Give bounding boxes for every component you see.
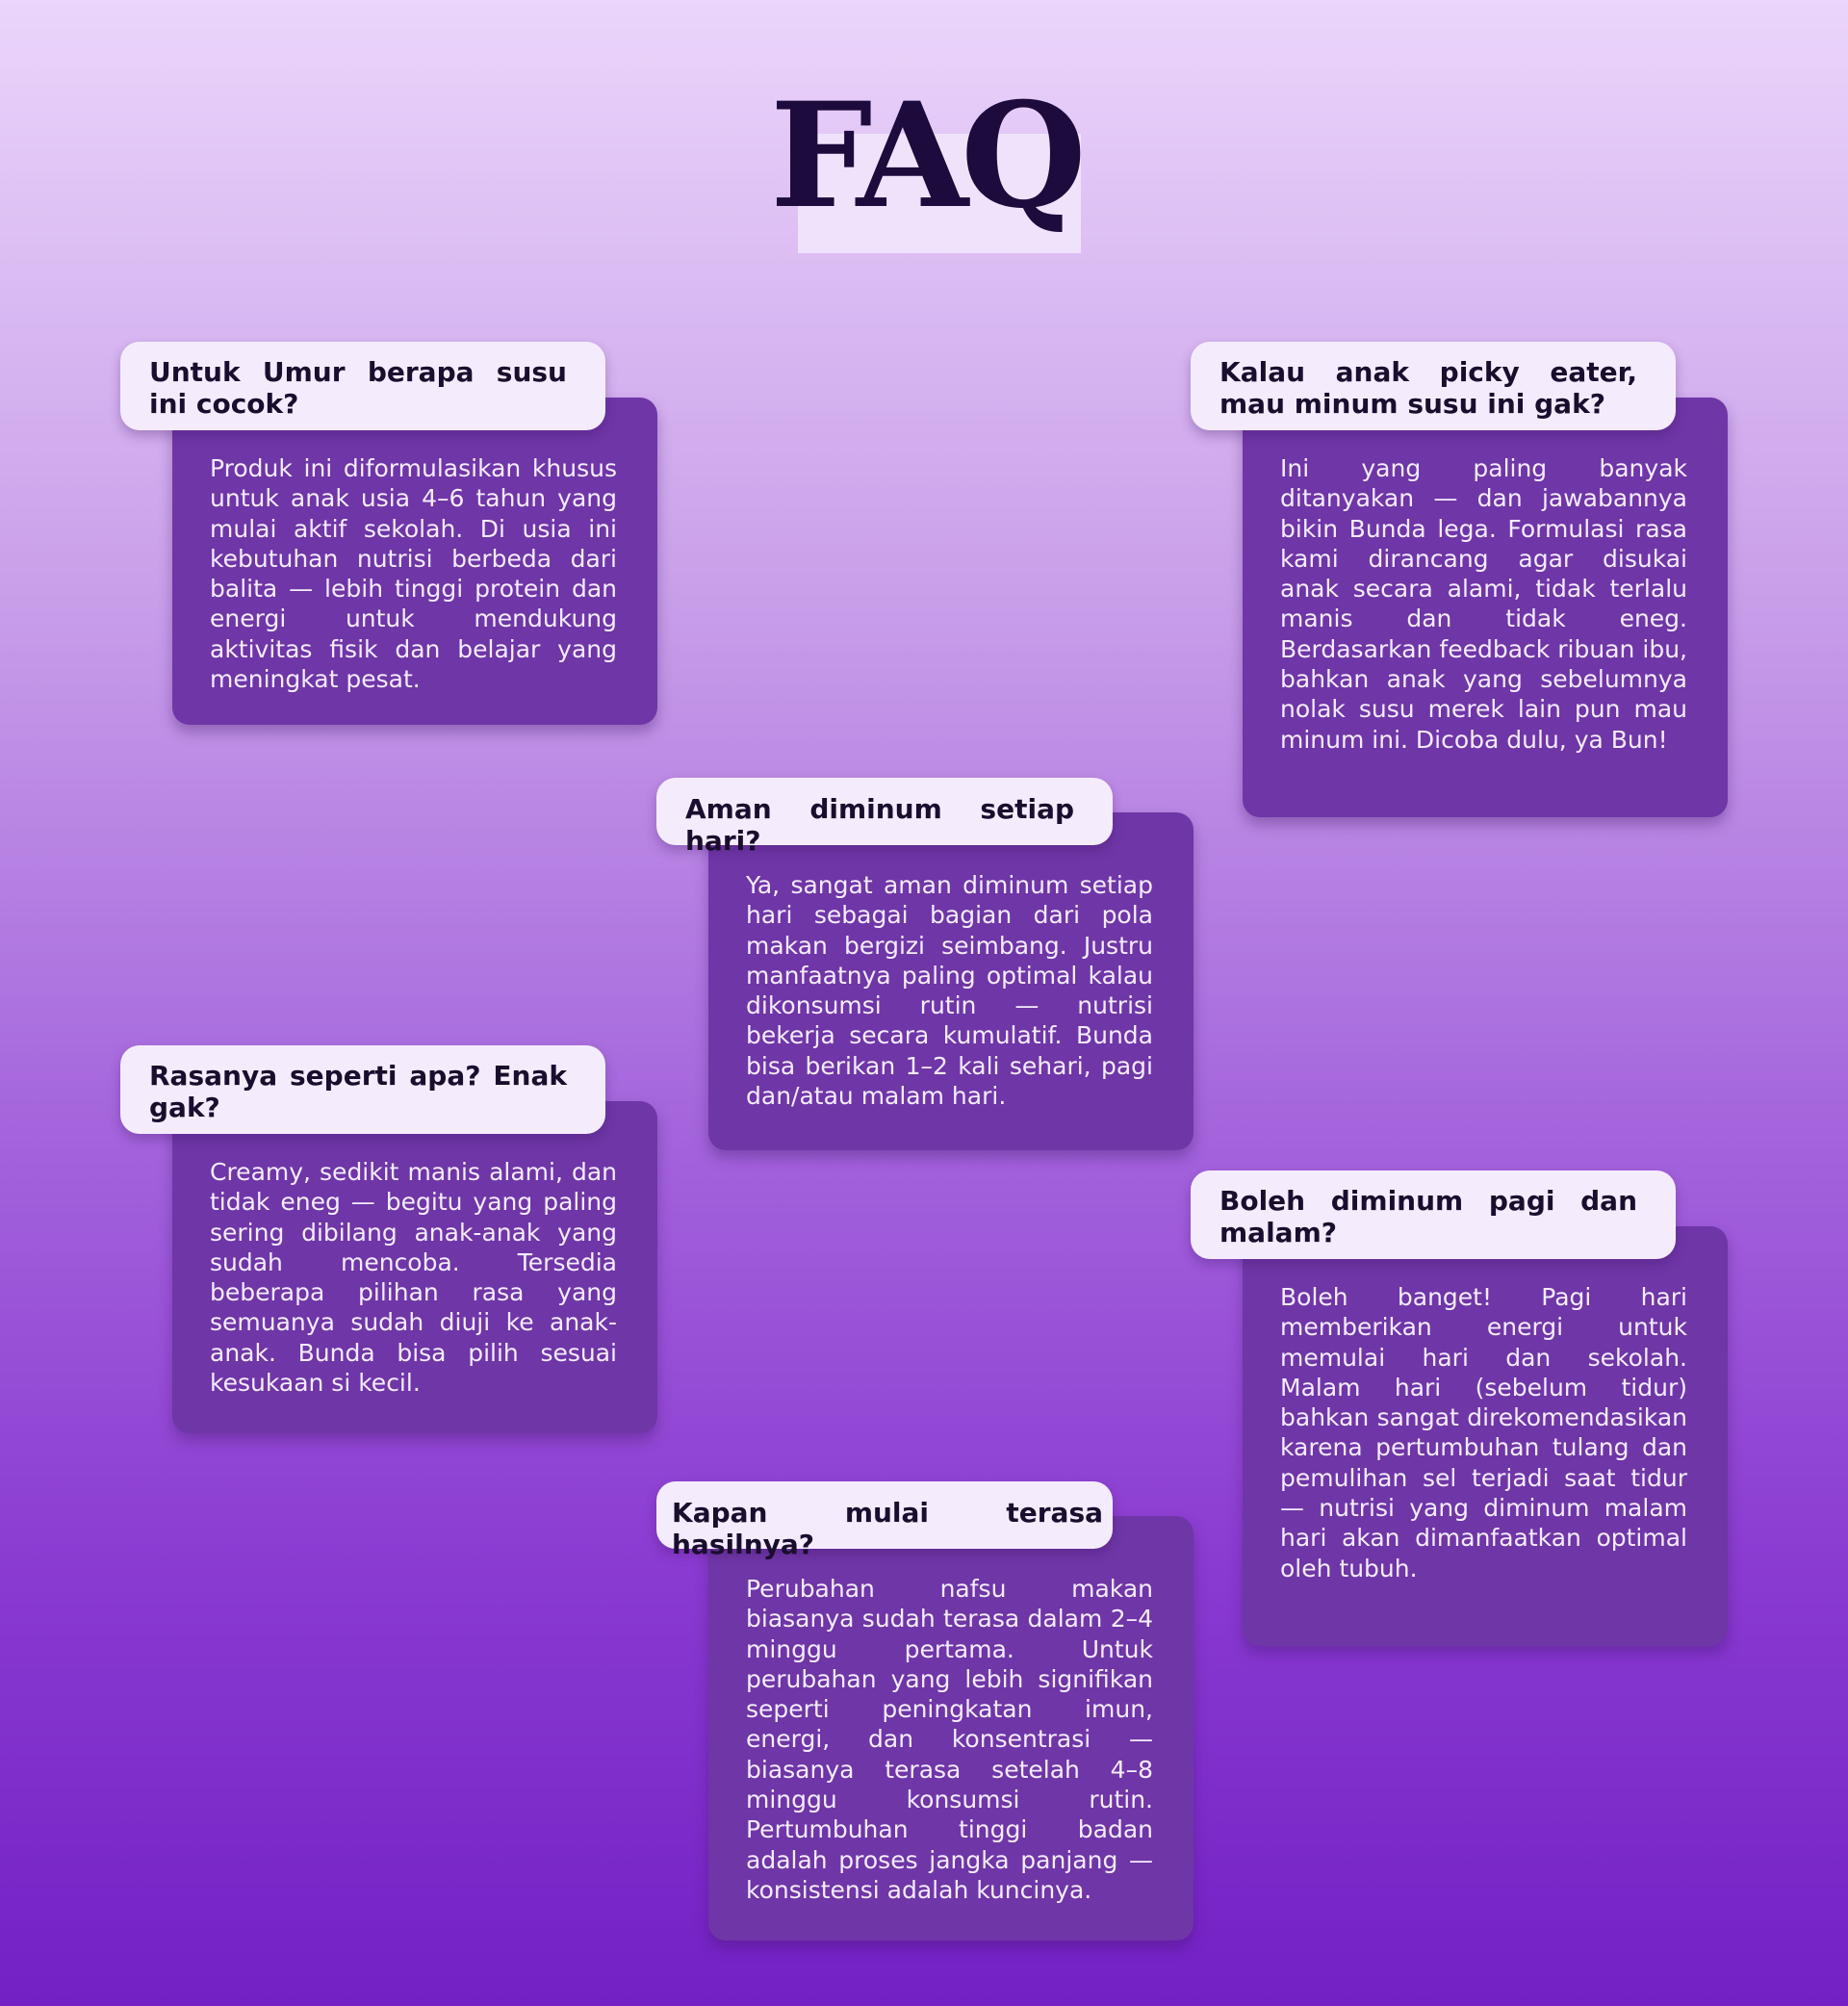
faq-answer: Ya, sangat aman diminum setiap hari sebagai bagian dari pola makan bergizi seimbang. Justru manfaatnya paling optimal kalau dikonsumsi rutin — nutrisi bekerja secara kumulatif. Bunda bisa berikan 1–2 kali sehari, pagi dan/atau malam hari. — [708, 812, 1194, 1150]
faq-question: Aman diminum setiap hari? — [656, 778, 1113, 845]
faq-question: Kapan mulai terasa hasilnya? — [656, 1481, 1113, 1549]
faq-answer: Produk ini diformulasikan khusus untuk anak usia 4–6 tahun yang mulai aktif sekolah. Di usia ini kebutuhan nutrisi berbeda dari balita — lebih tinggi protein dan energi untuk mendukung aktivitas fisik dan belajar yang meningkat pesat. — [172, 398, 657, 725]
page-title: FAQ — [770, 71, 1079, 241]
faq-answer: Boleh banget! Pagi hari memberikan energi untuk memulai hari dan sekolah. Malam hari (sebelum tidur) bahkan sangat direkomendasikan karena pertumbuhan tulang dan pemulihan sel terjadi saat tidur — nutrisi yang diminum malam hari akan dimanfaatkan optimal oleh tubuh. — [1243, 1226, 1728, 1646]
faq-question: Untuk Umur berapa susu ini cocok? — [120, 342, 605, 430]
faq-question: Boleh diminum pagi dan malam? — [1191, 1170, 1676, 1259]
faq-question: Kalau anak picky eater, mau minum susu ini gak? — [1191, 342, 1676, 430]
faq-answer: Creamy, sedikit manis alami, dan tidak eneg — begitu yang paling sering dibilang anak-anak yang sudah mencoba. Tersedia beberapa pilihan rasa yang semuanya sudah diuji ke anak-anak. Bunda bisa pilih sesuai kesukaan si kecil. — [172, 1101, 657, 1433]
faq-title-block — [770, 71, 1079, 260]
faq-answer: Ini yang paling banyak ditanyakan — dan jawabannya bikin Bunda lega. Formulasi rasa kami dirancang agar disukai anak secara alami, tidak terlalu manis dan tidak eneg. Berdasarkan feedback ribuan ibu, bahkan anak yang sebelumnya nolak susu merek lain pun mau minum ini. Dicoba dulu, ya Bun! — [1243, 398, 1728, 817]
faq-question: Rasanya seperti apa? Enak gak? — [120, 1045, 605, 1134]
faq-answer: Perubahan nafsu makan biasanya sudah terasa dalam 2–4 minggu pertama. Untuk perubahan yang lebih signifikan seperti peningkatan imun, energi, dan konsentrasi — biasanya terasa setelah 4–8 minggu konsumsi rutin. Pertumbuhan tinggi badan adalah proses jangka panjang — konsistensi adalah kuncinya. — [708, 1516, 1194, 1941]
